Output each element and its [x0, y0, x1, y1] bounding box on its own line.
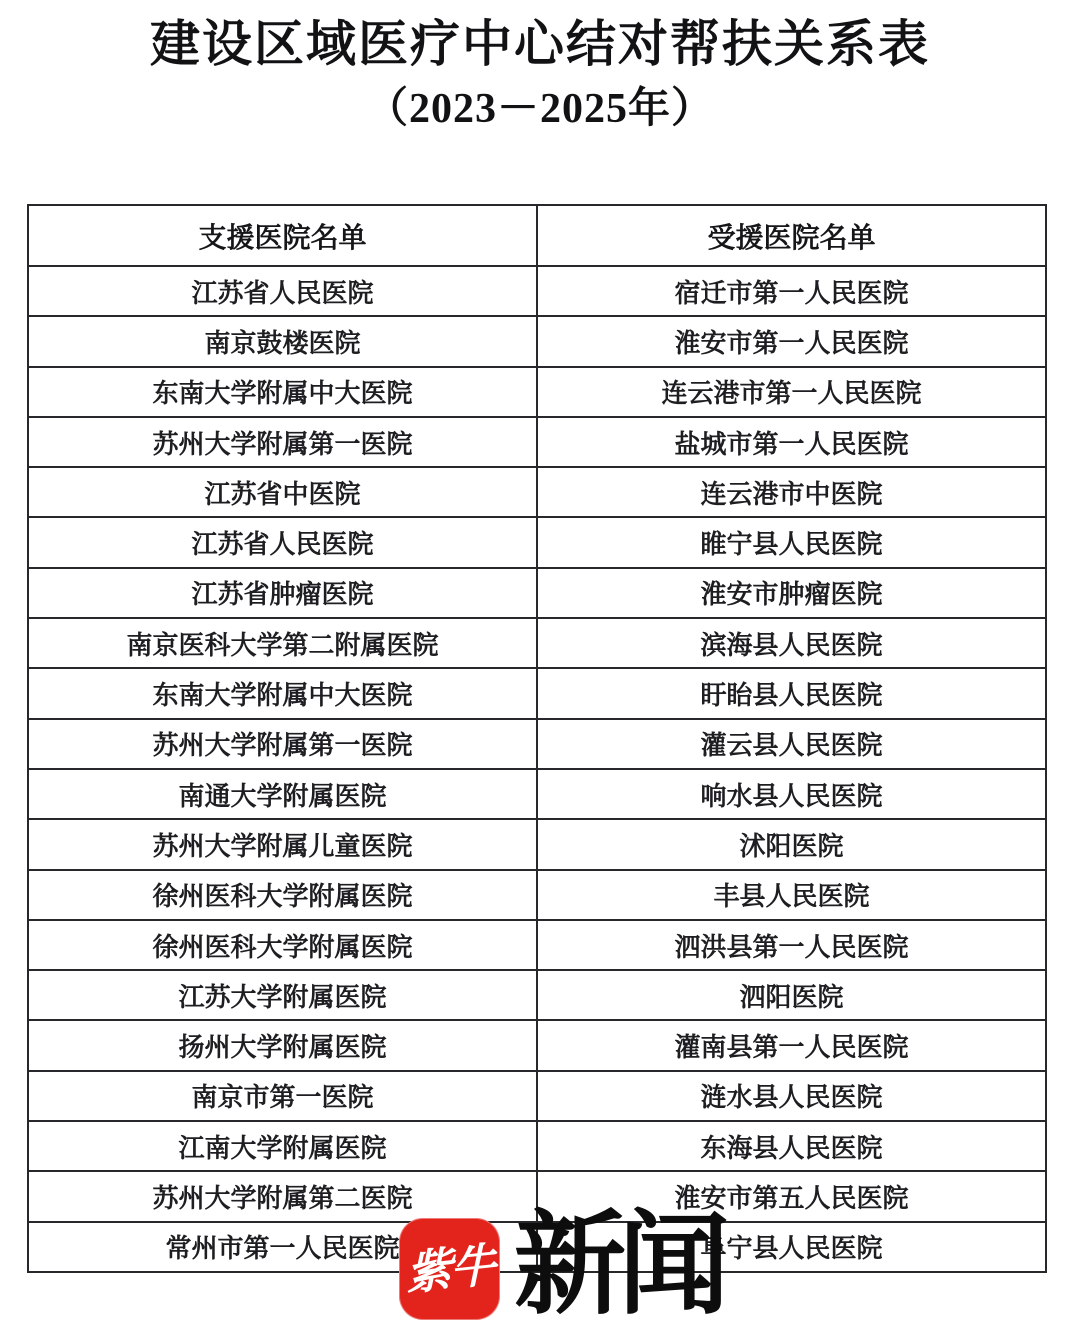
- recipient-hospital-cell: 泗阳医院: [537, 970, 1046, 1020]
- recipient-hospital-cell: 连云港市第一人民医院: [537, 367, 1046, 417]
- table-row: [28, 417, 1046, 467]
- table-row: [28, 517, 1046, 567]
- support-hospital-cell: 徐州医科大学附属医院: [28, 870, 537, 920]
- support-hospital-cell: 江苏省肿瘤医院: [28, 568, 537, 618]
- recipient-hospital-cell: 涟水县人民医院: [537, 1071, 1046, 1121]
- recipient-hospital-cell: 灌云县人民医院: [537, 719, 1046, 769]
- support-hospital-cell: 扬州大学附属医院: [28, 1020, 537, 1070]
- recipient-hospital-cell: 东海县人民医院: [537, 1121, 1046, 1171]
- recipient-hospital-cell: 沭阳医院: [537, 819, 1046, 869]
- table-row: [28, 266, 1046, 316]
- recipient-hospital-cell: 睢宁县人民医院: [537, 517, 1046, 567]
- support-hospital-cell: 徐州医科大学附属医院: [28, 920, 537, 970]
- support-hospital-cell: 东南大学附属中大医院: [28, 668, 537, 718]
- table-row: [28, 668, 1046, 718]
- table-row: [28, 769, 1046, 819]
- recipient-hospital-cell: 淮安市肿瘤医院: [537, 568, 1046, 618]
- recipient-hospital-cell: 盐城市第一人民医院: [537, 417, 1046, 467]
- table-row: [28, 618, 1046, 668]
- recipient-hospital-cell: 淮安市第一人民医院: [537, 316, 1046, 366]
- pairing-table: [27, 204, 1047, 1273]
- table-row: [28, 870, 1046, 920]
- support-hospital-cell: 常州市第一人民医院: [28, 1222, 537, 1272]
- document-heading: [0, 14, 1080, 134]
- support-hospital-cell: 南京市第一医院: [28, 1071, 537, 1121]
- table-row: [28, 367, 1046, 417]
- recipient-hospital-cell: 宿迁市第一人民医院: [537, 266, 1046, 316]
- column-header-recipient: 受援医院名单: [537, 205, 1046, 266]
- table-row: [28, 1121, 1046, 1171]
- support-hospital-cell: 南京医科大学第二附属医院: [28, 618, 537, 668]
- support-hospital-cell: 江苏省人民医院: [28, 517, 537, 567]
- table-header-row: [28, 205, 1046, 266]
- support-hospital-cell: 南通大学附属医院: [28, 769, 537, 819]
- table-row: [28, 1171, 1046, 1221]
- column-header-support: 支援医院名单: [28, 205, 537, 266]
- support-hospital-cell: 苏州大学附属第二医院: [28, 1171, 537, 1221]
- support-hospital-cell: 江苏大学附属医院: [28, 970, 537, 1020]
- table-row: [28, 970, 1046, 1020]
- support-hospital-cell: 苏州大学附属第一医院: [28, 417, 537, 467]
- table-row: [28, 719, 1046, 769]
- recipient-hospital-cell: 灌南县第一人民医院: [537, 1020, 1046, 1070]
- watermark-label: 新闻: [514, 1204, 722, 1328]
- recipient-hospital-cell: 连云港市中医院: [537, 467, 1046, 517]
- page-title: 建设区域医疗中心结对帮扶关系表: [150, 16, 930, 72]
- recipient-hospital-cell: 盱眙县人民医院: [537, 668, 1046, 718]
- recipient-hospital-cell: 阜宁县人民医院: [537, 1222, 1046, 1272]
- support-hospital-cell: 苏州大学附属第一医院: [28, 719, 537, 769]
- recipient-hospital-cell: 滨海县人民医院: [537, 618, 1046, 668]
- pairing-table-container: [27, 204, 1047, 1273]
- support-hospital-cell: 江苏省人民医院: [28, 266, 537, 316]
- table-row: [28, 1020, 1046, 1070]
- table-row: [28, 568, 1046, 618]
- table-row: [28, 467, 1046, 517]
- recipient-hospital-cell: 淮安市第五人民医院: [537, 1171, 1046, 1221]
- support-hospital-cell: 南京鼓楼医院: [28, 316, 537, 366]
- recipient-hospital-cell: 响水县人民医院: [537, 769, 1046, 819]
- ziniu-logo-text: 紫牛: [404, 1238, 495, 1300]
- table-row: [28, 1071, 1046, 1121]
- table-row: [28, 316, 1046, 366]
- page-subtitle: （2023－2025年）: [365, 86, 714, 132]
- support-hospital-cell: 苏州大学附属儿童医院: [28, 819, 537, 869]
- table-row: [28, 920, 1046, 970]
- support-hospital-cell: 东南大学附属中大医院: [28, 367, 537, 417]
- support-hospital-cell: 江苏省中医院: [28, 467, 537, 517]
- recipient-hospital-cell: 泗洪县第一人民医院: [537, 920, 1046, 970]
- support-hospital-cell: 江南大学附属医院: [28, 1121, 537, 1171]
- recipient-hospital-cell: 丰县人民医院: [537, 870, 1046, 920]
- table-row: [28, 819, 1046, 869]
- table-row: [28, 1222, 1046, 1272]
